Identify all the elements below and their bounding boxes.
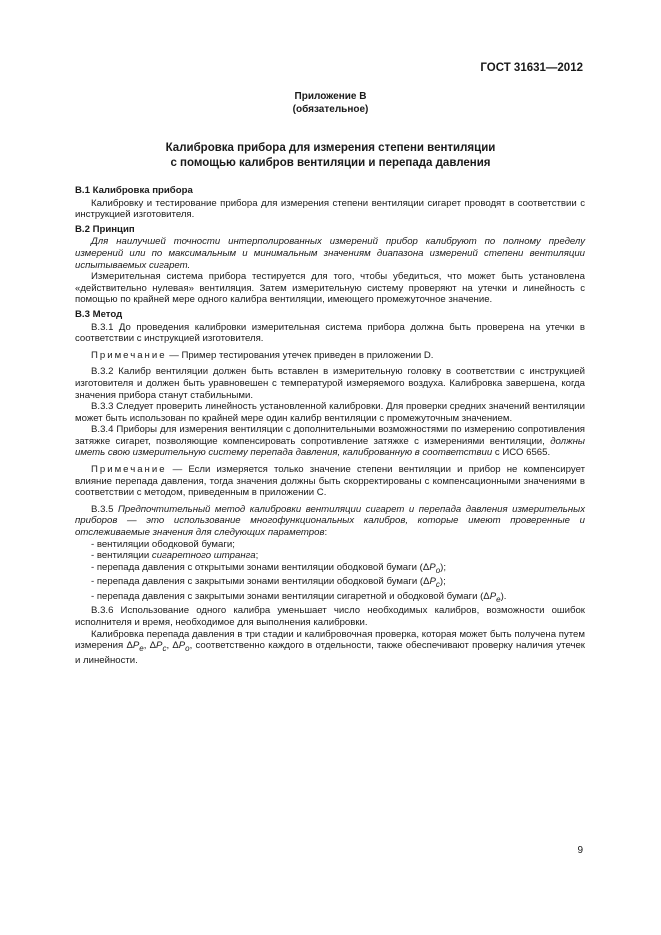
list-item-4-part-b: ); <box>439 576 446 588</box>
paragraph-b3-7 <box>75 629 585 667</box>
paragraph-b3-7-part-a: Калибровка перепада давления в три стадии и калибровочная проверка, которая может быть получена путем измерения Δ <box>75 628 585 652</box>
list-item <box>75 562 585 577</box>
list-item-3-part-a: - перепада давления с открытыми зонами вентиляции ободковой бумаги (Δ <box>91 561 430 573</box>
list-item: - вентиляции ободковой бумаги; <box>91 538 235 550</box>
note-1-text: — Пример тестирования утечек приведен в приложении D. <box>166 349 434 361</box>
paragraph-b3-2: В.3.2 Калибр вентиляции должен быть вставлен в измерительную головку в соответствии с инструкцией изготовителя и должен быть уравновешен с температурой измеряемого воздуха. Калибровка завершена, когда значения прибора станут стабильными. <box>75 366 585 401</box>
paragraph-b3-7-subscript-1: e <box>139 644 144 653</box>
list-item-3-part-b: ); <box>440 561 447 573</box>
annex-heading <box>0 90 661 116</box>
paragraph-b3-6: В.3.6 Использование одного калибра уменьшает число необходимых калибров, возможности ошибок исполнителя и время, необходимое для выполнения калибровки. <box>75 605 585 628</box>
page-number: 9 <box>577 845 583 856</box>
annex-status: (обязательное) <box>292 104 369 115</box>
list-item-4-part-a: - перепада давления с закрытыми зонами вентиляции ободковой бумаги (Δ <box>91 576 430 588</box>
paragraph-b3-4-part-c: с ИСО 6565. <box>492 447 551 459</box>
list-item-4-variable: P <box>429 576 436 588</box>
title-line-1: Калибровка прибора для измерения степени вентиляции <box>165 142 496 154</box>
list-item <box>75 550 585 562</box>
section-b1-text: Калибровку и тестирование прибора для измерения степени вентиляции сигарет проводят в соответствии с инструкцией изготовителя. <box>75 197 585 221</box>
paragraph-b3-4-part-a: В.3.4 Приборы для измерения вентиляции с дополнительными возможностями по измерению сопротивления затяжке сигарет, позволяющие компенсировать сопротивление затяжке с измерениями вентиляции, <box>75 424 585 447</box>
list-item <box>75 591 585 606</box>
note-1-label: Примечание <box>91 349 167 361</box>
list-item-3-variable: P <box>429 561 436 573</box>
list-item-5-part-b: ). <box>500 590 507 602</box>
section-b3-heading: В.3 Метод <box>75 308 123 320</box>
list-item-2-part-a: - вентиляции <box>91 550 152 562</box>
note-2-label: Примечание <box>91 464 167 476</box>
paragraph-b3-7-subscript-3: o <box>185 644 190 653</box>
paragraph-b3-7-part-b: , соответственно каждого в отдельности, также обеспечивают проверку наличия утечек и линейности. <box>75 640 585 666</box>
section-b2-heading: В.2 Принцип <box>75 223 135 235</box>
standard-code: ГОСТ 31631—2012 <box>480 62 583 74</box>
annex-main-title <box>0 141 661 171</box>
section-b2-italic-text: Для наилучшей точности интерполированных измерений прибор калибруют по полному пределу измерений или по максимальным и минимальным значениям диапазона измерений степени вентиляции испытываемых сигарет. <box>75 236 585 271</box>
list-item-2-part-b: сигаретного штранга <box>151 550 256 562</box>
list-item-3-subscript: o <box>435 565 441 575</box>
paragraph-b3-7-variable-1: P <box>132 640 140 652</box>
annex-title: Приложение В <box>294 91 367 102</box>
paragraph-b3-5-part-b: Предпочтительный метод калибровки вентиляции сигарет и перепада давления измерительных приборов — это использование многофункциональных калибров, которые имеют проверенные и отслеживаемые значения для следующих параметров <box>75 503 585 539</box>
paragraph-b3-1: В.3.1 До проведения калибровки измерительная система прибора должна быть проверена на утечки в соответствии с инструкцией изготовителя. <box>75 321 585 345</box>
paragraph-b3-7-separator-1: , Δ <box>143 640 157 652</box>
document-body <box>75 182 585 666</box>
paragraph-b3-5 <box>75 504 585 539</box>
list-item-4-subscript: c <box>435 580 440 590</box>
list-item <box>75 576 585 591</box>
note-2 <box>75 464 585 499</box>
paragraph-b3-7-separator-2: , Δ <box>166 640 179 652</box>
paragraph-b3-4-part-b: должны иметь свою измерительную систему перепада давления, калиброванную в соответствии <box>75 435 585 459</box>
title-line-2: с помощью калибров вентиляции и перепада давления <box>170 157 491 169</box>
list-item-5-subscript: e <box>496 594 501 604</box>
note-1 <box>75 350 585 362</box>
paragraph-b3-5-part-c: : <box>324 527 328 539</box>
paragraph-b3-5-part-a: В.3.5 <box>91 503 118 515</box>
paragraph-b3-4 <box>75 424 585 459</box>
list-item-5-variable: P <box>489 590 497 602</box>
section-b2-text: Измерительная система прибора тестируется для того, чтобы убедиться, что может быть установлена «действительно нулевая» вентиляция. Затем измерительную систему проверяют на утечки и линейность с помощью по крайней мере одного калибра вентиляции, имеющего промежуточное значение. <box>75 271 585 306</box>
list-item-2-part-c: ; <box>255 550 259 562</box>
paragraph-b3-3: В.3.3 Следует проверить линейность установленной калибровки. Для проверки средних значений вентиляции может быть использован по крайней мере один калибр вентиляции с промежуточным значением. <box>75 401 585 424</box>
paragraph-b3-7-variable-3: P <box>178 640 186 652</box>
section-b1-heading: В.1 Калибровка прибора <box>75 185 193 196</box>
note-2-text: — Если измеряется только значение степени вентиляции и прибор не компенсирует влияние перепада давления, тогда значения должны быть скорректированы с компенсационными значениями в соответствии с методом, приведенным в приложении С. <box>75 464 585 499</box>
paragraph-b3-7-subscript-2: c <box>162 644 167 653</box>
list-item-5-part-a: - перепада давления с закрытыми зонами вентиляции сигаретной и ободковой бумаги (Δ <box>91 590 490 602</box>
paragraph-b3-7-variable-2: P <box>156 640 163 652</box>
